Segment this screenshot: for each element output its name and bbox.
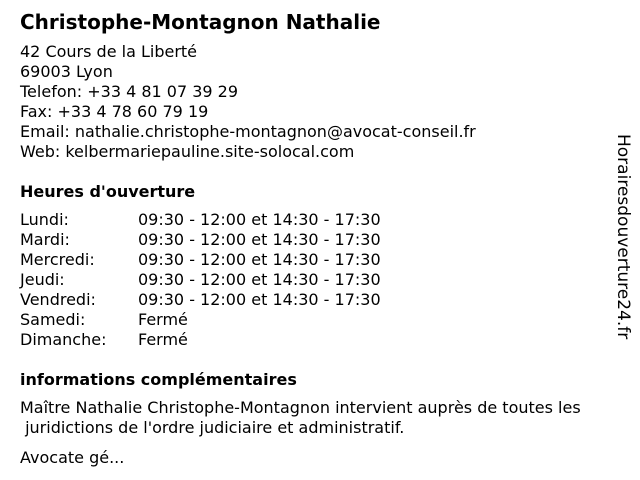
day-label: Dimanche: [20,330,107,349]
hours-value: 09:30 - 12:00 et 14:30 - 17:30 [138,250,381,269]
hours-row-saturday [20,310,620,330]
hours-row-sunday [20,330,620,350]
day-label: Mercredi: [20,250,95,269]
address-city: 69003 Lyon [20,62,113,81]
hours-value: 09:30 - 12:00 et 14:30 - 17:30 [138,230,381,249]
day-label: Samedi: [20,310,86,329]
day-label: Jeudi: [20,270,65,289]
hours-value: 09:30 - 12:00 et 14:30 - 17:30 [138,270,381,289]
business-card [20,8,620,468]
website: Web: kelbermariepauline.site-solocal.com [20,142,355,161]
hours-value: 09:30 - 12:00 et 14:30 - 17:30 [138,290,381,309]
additional-info-heading: informations complémentaires [20,370,297,389]
info-text-line: juridictions de l'ordre judiciaire et administratif. [20,418,405,437]
day-label: Lundi: [20,210,69,229]
business-name: Christophe-Montagnon Nathalie [20,10,381,34]
hours-row-monday [20,210,620,230]
day-label: Vendredi: [20,290,96,309]
day-label: Mardi: [20,230,70,249]
phone-number: Telefon: +33 4 81 07 39 29 [20,82,239,101]
address-street: 42 Cours de la Liberté [20,42,198,61]
contact-block [20,42,620,162]
fax-number: Fax: +33 4 78 60 79 19 [20,102,209,121]
hours-value: 09:30 - 12:00 et 14:30 - 17:30 [138,210,381,229]
info-text-line: Maître Nathalie Christophe-Montagnon intervient auprès de toutes les [20,398,581,417]
info-truncated-text: Avocate gé... [20,448,125,467]
email-address: Email: nathalie.christophe-montagnon@avocat-conseil.fr [20,122,476,141]
hours-value: Fermé [138,330,188,349]
hours-row-friday [20,290,620,310]
opening-hours-heading: Heures d'ouverture [20,182,196,201]
site-watermark: Horairesdouverture24.fr [613,134,633,340]
hours-row-thursday [20,270,620,290]
additional-info-text [20,398,630,438]
hours-row-tuesday [20,230,620,250]
opening-hours-table [20,210,620,350]
hours-value: Fermé [138,310,188,329]
hours-row-wednesday [20,250,620,270]
